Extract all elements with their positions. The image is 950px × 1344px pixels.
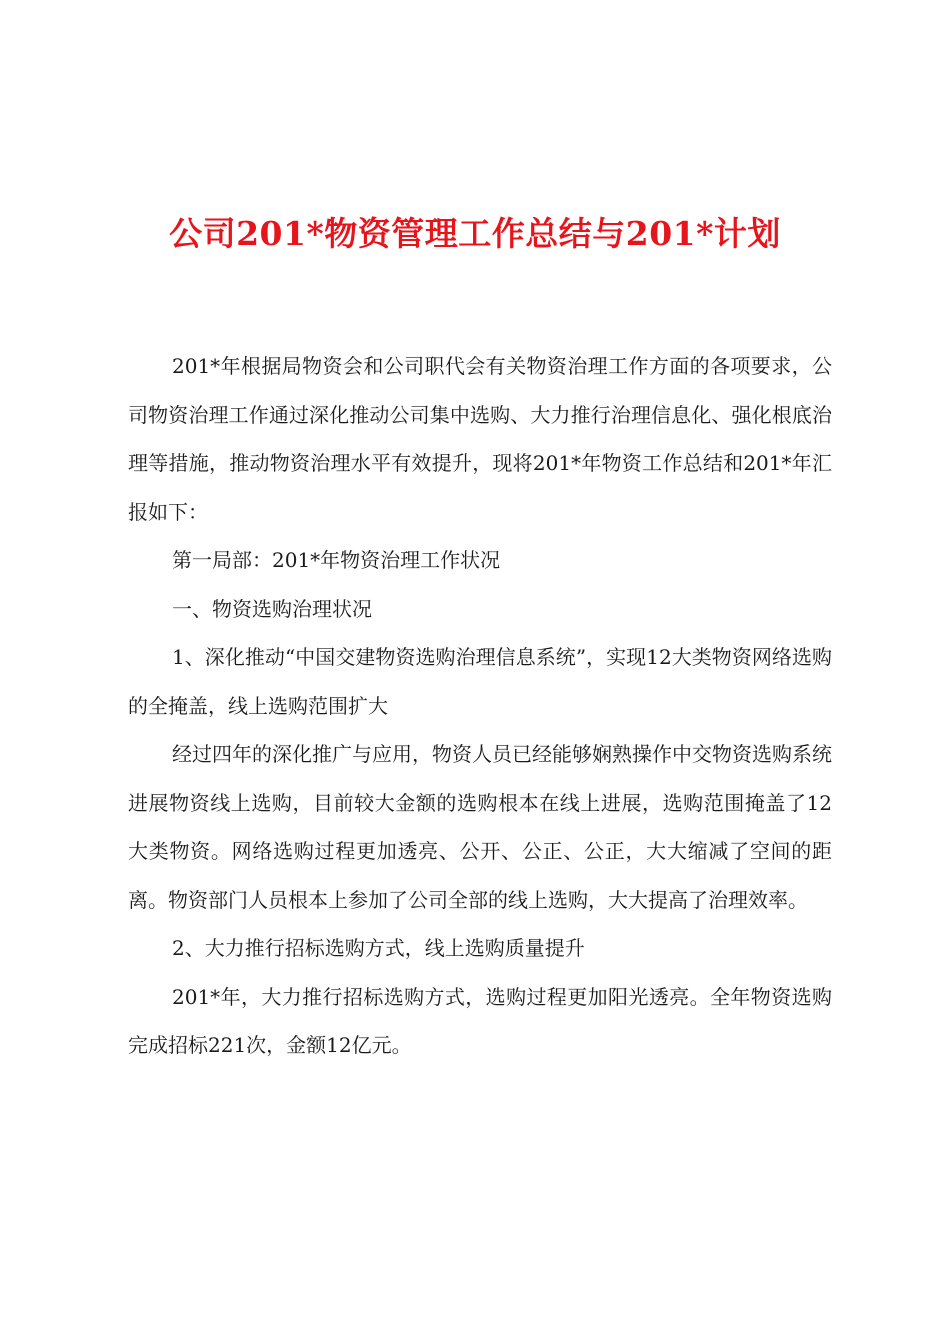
section-heading-procurement: 一、物资选购治理状况 [172,596,372,621]
document-body [128,342,832,1070]
section-heading-part-one: 第一局部：201*年物资治理工作状况 [172,548,501,572]
paragraph-item-1-detail: 经过四年的深化推广与应用，物资人员已经能够娴熟操作中交物资选购系统进展物资线上选购，目前较大金额的选购根本在线上进展，选购范围掩盖了12大类物资。网络选购过程更加透亮、公开、公正、公正，大大缩减了空间的距离。物资部门人员根本上参加了公司全部的线上选购，大大提高了治理效率。 [128,742,832,912]
subheading-item-1: 1、深化推动“中国交建物资选购治理信息系统”，实现12大类物资网络选购的全掩盖，线上选购范围扩大 [128,645,832,718]
paragraph-item-2-detail: 201*年，大力推行招标选购方式，选购过程更加阳光透亮。全年物资选购完成招标221次，金额12亿元。 [128,984,832,1057]
document-title: 公司201*物资管理工作总结与201*计划 [169,214,781,253]
subheading-item-2: 2、大力推行招标选购方式，线上选购质量提升 [172,936,585,960]
paragraph-intro: 201*年根据局物资会和公司职代会有关物资治理工作方面的各项要求，公司物资治理工作通过深化推动公司集中选购、大力推行治理信息化、强化根底治理等措施，推动物资治理水平有效提升，现将201*年物资工作总结和201*年汇报如下： [128,354,832,524]
